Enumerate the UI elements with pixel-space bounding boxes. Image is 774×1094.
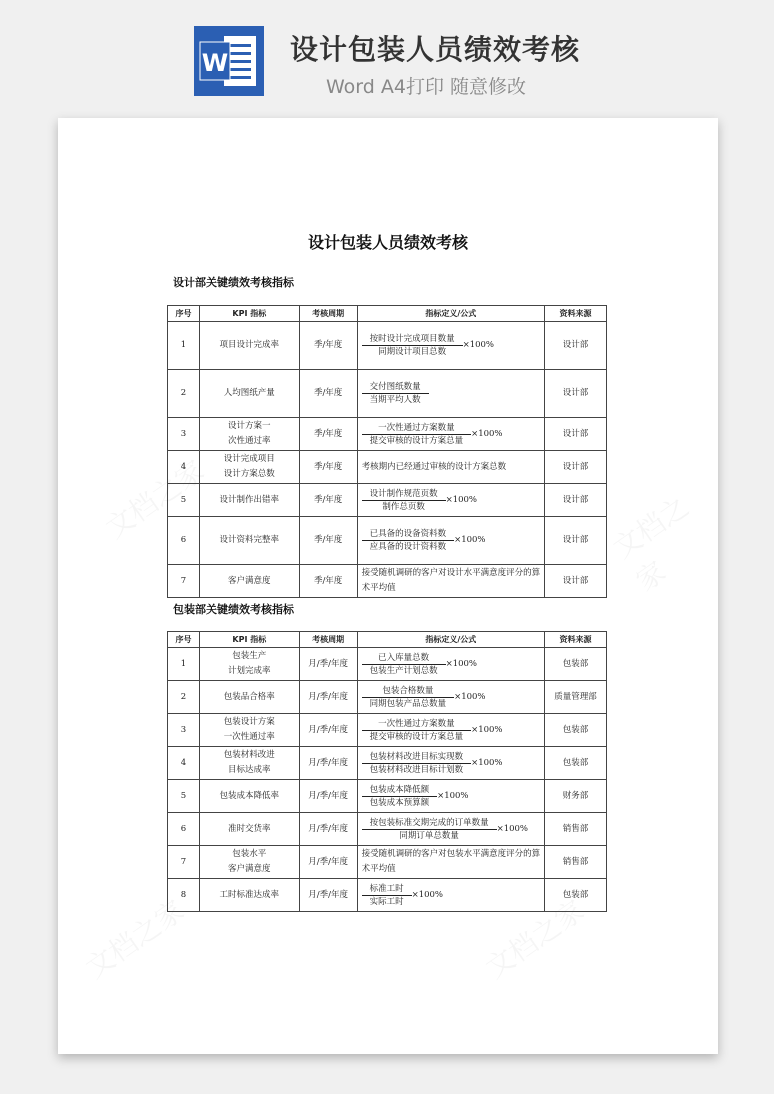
kpi-name — [199, 322, 299, 370]
table-header-row — [168, 306, 607, 322]
formula-multiplier: ×100% — [454, 535, 486, 545]
header-kpi: KPI 指标 — [199, 632, 299, 648]
kpi-name — [199, 565, 299, 598]
formula-fraction — [362, 751, 472, 776]
assessment-period: 月/季/年度 — [299, 747, 357, 780]
definition-formula — [357, 879, 545, 912]
kpi-name-line1: 人均图纸产量 — [223, 388, 275, 398]
table-row — [168, 648, 607, 681]
packaging-kpi-table — [167, 631, 607, 912]
formula-fraction — [362, 528, 455, 553]
formula-denominator: 应具备的设计资料数 — [362, 540, 455, 553]
formula-numerator: 交付图纸数量 — [369, 382, 421, 392]
assessment-period: 月/季/年度 — [299, 714, 357, 747]
data-source: 包装部 — [545, 714, 607, 747]
assessment-period: 月/季/年度 — [299, 879, 357, 912]
row-number: 8 — [168, 879, 200, 912]
formula-multiplier: ×100% — [471, 428, 503, 439]
formula-denominator: 实际工时 — [362, 895, 412, 908]
kpi-name-line2: 目标达成率 — [228, 765, 271, 775]
formula-multiplier: ×100% — [462, 340, 495, 350]
definition-formula — [357, 418, 545, 451]
kpi-name — [199, 370, 299, 418]
formula-numerator: 一次性通过方案数量 — [378, 718, 455, 729]
kpi-name-line1: 客户满意度 — [228, 575, 271, 586]
assessment-period: 月/季/年度 — [299, 648, 357, 681]
assessment-period: 季/年度 — [299, 565, 357, 598]
kpi-name — [199, 517, 299, 565]
data-source: 质量管理部 — [545, 681, 607, 714]
formula-numerator: 设计制作规范页数 — [369, 488, 438, 499]
definition-formula — [357, 370, 545, 418]
kpi-name — [199, 780, 299, 813]
table-row — [168, 681, 607, 714]
definition-formula — [357, 517, 545, 565]
row-number: 3 — [168, 418, 200, 451]
kpi-name — [199, 747, 299, 780]
kpi-name-line1: 设计资料完整率 — [219, 535, 280, 545]
kpi-name-line2: 次性通过率 — [228, 436, 271, 446]
row-number: 5 — [168, 484, 200, 517]
formula-denominator: 同期包装产品总数量 — [362, 697, 455, 710]
data-source: 财务部 — [545, 780, 607, 813]
definition-formula — [357, 648, 545, 681]
formula-numerator: 包装材料改进目标实现数 — [369, 751, 464, 762]
kpi-name-line1: 包装设计方案 — [223, 717, 275, 727]
table-row — [168, 418, 607, 451]
formula-numerator: 一次性通过方案数量 — [378, 422, 455, 433]
definition-formula — [357, 484, 545, 517]
kpi-name-line2: 设计方案总数 — [223, 469, 275, 479]
formula-numerator: 包装成本降低额 — [369, 784, 430, 795]
section-title-packaging: 包装部关键绩效考核指标 — [173, 603, 294, 616]
data-source: 包装部 — [545, 747, 607, 780]
row-number: 1 — [168, 322, 200, 370]
data-source: 销售部 — [545, 846, 607, 879]
assessment-period: 季/年度 — [299, 517, 357, 565]
formula-numerator: 已入库量总数 — [378, 652, 430, 663]
formula-fraction — [362, 718, 472, 743]
assessment-period: 季/年度 — [299, 451, 357, 484]
assessment-period: 月/季/年度 — [299, 681, 357, 714]
row-number: 5 — [168, 780, 200, 813]
kpi-name — [199, 484, 299, 517]
formula-multiplier: ×100% — [437, 790, 469, 801]
formula-denominator: 提交审核的设计方案总量 — [362, 434, 472, 447]
formula-denominator: 包装生产计划总数 — [362, 664, 446, 677]
document-page — [58, 118, 718, 1054]
table-row — [168, 484, 607, 517]
assessment-period: 月/季/年度 — [299, 780, 357, 813]
formula-fraction — [362, 883, 412, 908]
kpi-name — [199, 648, 299, 681]
kpi-name — [199, 451, 299, 484]
data-source: 设计部 — [545, 484, 607, 517]
assessment-period: 季/年度 — [299, 322, 357, 370]
word-logo-icon — [194, 26, 264, 96]
formula-fraction — [362, 488, 446, 513]
row-number: 2 — [168, 681, 200, 714]
formula-multiplier: ×100% — [471, 757, 503, 768]
header-no: 序号 — [168, 306, 200, 322]
kpi-name-line1: 包装成本降低率 — [219, 790, 280, 801]
assessment-period: 月/季/年度 — [299, 813, 357, 846]
row-number: 2 — [168, 370, 200, 418]
formula-denominator: 同期订单总数量 — [362, 829, 497, 842]
header-source: 资料来源 — [545, 306, 607, 322]
definition-formula — [357, 780, 545, 813]
definition-formula — [357, 813, 545, 846]
table-row — [168, 322, 607, 370]
data-source: 设计部 — [545, 565, 607, 598]
header-period: 考核周期 — [299, 632, 357, 648]
table-row — [168, 517, 607, 565]
definition-formula — [357, 451, 545, 484]
header-no: 序号 — [168, 632, 200, 648]
formula-denominator: 提交审核的设计方案总量 — [362, 730, 472, 743]
formula-multiplier: ×100% — [445, 658, 478, 669]
kpi-name-line1: 项目设计完成率 — [219, 340, 280, 350]
kpi-name — [199, 813, 299, 846]
kpi-name-line1: 工时标准达成率 — [219, 889, 280, 900]
table-row — [168, 780, 607, 813]
data-source: 设计部 — [545, 322, 607, 370]
row-number: 1 — [168, 648, 200, 681]
formula-fraction — [362, 652, 446, 677]
kpi-name — [199, 681, 299, 714]
kpi-name-line2: 计划完成率 — [228, 666, 271, 676]
row-number: 7 — [168, 565, 200, 598]
formula-denominator: 包装成本预算额 — [362, 796, 438, 809]
header-kpi: KPI 指标 — [199, 306, 299, 322]
kpi-name-line2: 客户满意度 — [228, 864, 271, 874]
kpi-name — [199, 846, 299, 879]
table-row — [168, 747, 607, 780]
doc-title: 设计包装人员绩效考核 — [307, 233, 468, 252]
header-period: 考核周期 — [299, 306, 357, 322]
formula-fraction — [362, 817, 497, 842]
formula-multiplier: ×100% — [411, 889, 444, 900]
definition-formula — [357, 747, 545, 780]
row-number: 4 — [168, 747, 200, 780]
header-definition: 指标定义/公式 — [357, 632, 545, 648]
kpi-name-line1: 准时交货率 — [228, 823, 271, 834]
formula-fraction — [362, 422, 472, 447]
header-definition: 指标定义/公式 — [357, 306, 545, 322]
header-source: 资料来源 — [545, 632, 607, 648]
formula-fraction — [362, 784, 438, 809]
assessment-period: 季/年度 — [299, 484, 357, 517]
assessment-period: 季/年度 — [299, 370, 357, 418]
data-source: 包装部 — [545, 648, 607, 681]
row-number: 6 — [168, 517, 200, 565]
table-row — [168, 846, 607, 879]
kpi-name-line1: 包装材料改进 — [223, 750, 275, 760]
kpi-name-line2: 一次性通过率 — [223, 732, 275, 742]
data-source: 设计部 — [545, 451, 607, 484]
definition-text: 接受随机调研的客户对设计水平满意度评分的算术平均值 — [361, 568, 541, 593]
data-source: 设计部 — [545, 418, 607, 451]
table-row — [168, 714, 607, 747]
definition-text: 考核期内已经通过审核的设计方案总数 — [361, 461, 507, 472]
banner-subtitle: Word A4打印 随意修改 — [326, 76, 527, 98]
table-header-row — [168, 632, 607, 648]
row-number: 7 — [168, 846, 200, 879]
banner-title: 设计包装人员绩效考核 — [290, 33, 581, 66]
kpi-name-line1: 包装品合格率 — [223, 691, 275, 702]
table-row — [168, 813, 607, 846]
formula-numerator: 标准工时 — [369, 883, 404, 894]
row-number: 3 — [168, 714, 200, 747]
formula-fraction — [362, 333, 463, 358]
formula-numerator: 包装合格数量 — [382, 685, 434, 696]
formula-denominator: 当期平均人数 — [362, 393, 429, 406]
table-row — [168, 879, 607, 912]
table-row — [168, 565, 607, 598]
formula-multiplier: ×100% — [496, 823, 529, 834]
assessment-period: 季/年度 — [299, 418, 357, 451]
formula-numerator: 按时设计完成项目数量 — [369, 334, 455, 344]
definition-formula — [357, 322, 545, 370]
formula-multiplier: ×100% — [445, 494, 478, 505]
design-kpi-table — [167, 305, 607, 598]
data-source: 销售部 — [545, 813, 607, 846]
kpi-name-line1: 包装水平 — [232, 849, 267, 859]
formula-denominator: 包装材料改进目标计划数 — [362, 763, 472, 776]
row-number: 4 — [168, 451, 200, 484]
definition-formula — [357, 681, 545, 714]
data-source: 设计部 — [545, 517, 607, 565]
formula-denominator: 制作总页数 — [362, 500, 446, 513]
table-row — [168, 451, 607, 484]
definition-formula — [357, 714, 545, 747]
section-title-design: 设计部关键绩效考核指标 — [173, 276, 294, 289]
kpi-name-line1: 设计完成项目 — [223, 454, 275, 464]
definition-formula — [357, 565, 545, 598]
logo-letter: W — [201, 49, 229, 77]
table-row — [168, 370, 607, 418]
formula-fraction — [362, 685, 455, 710]
header-banner — [0, 0, 774, 118]
formula-multiplier: ×100% — [471, 724, 503, 735]
formula-fraction — [362, 381, 429, 406]
row-number: 6 — [168, 813, 200, 846]
data-source: 设计部 — [545, 370, 607, 418]
formula-numerator: 按包装标准交期完成的订单数量 — [369, 817, 489, 828]
data-source: 包装部 — [545, 879, 607, 912]
assessment-period: 月/季/年度 — [299, 846, 357, 879]
definition-text: 接受随机调研的客户对包装水平满意度评分的算术平均值 — [361, 849, 541, 874]
formula-numerator: 已具备的设备资料数 — [369, 529, 447, 539]
kpi-name — [199, 714, 299, 747]
formula-multiplier: ×100% — [454, 691, 486, 702]
kpi-name-line1: 包装生产 — [232, 651, 267, 661]
kpi-name-line1: 设计制作出错率 — [219, 494, 280, 505]
kpi-name — [199, 418, 299, 451]
formula-denominator: 同期设计项目总数 — [362, 345, 463, 358]
kpi-name-line1: 设计方案一 — [228, 421, 271, 431]
kpi-name — [199, 879, 299, 912]
definition-formula — [357, 846, 545, 879]
